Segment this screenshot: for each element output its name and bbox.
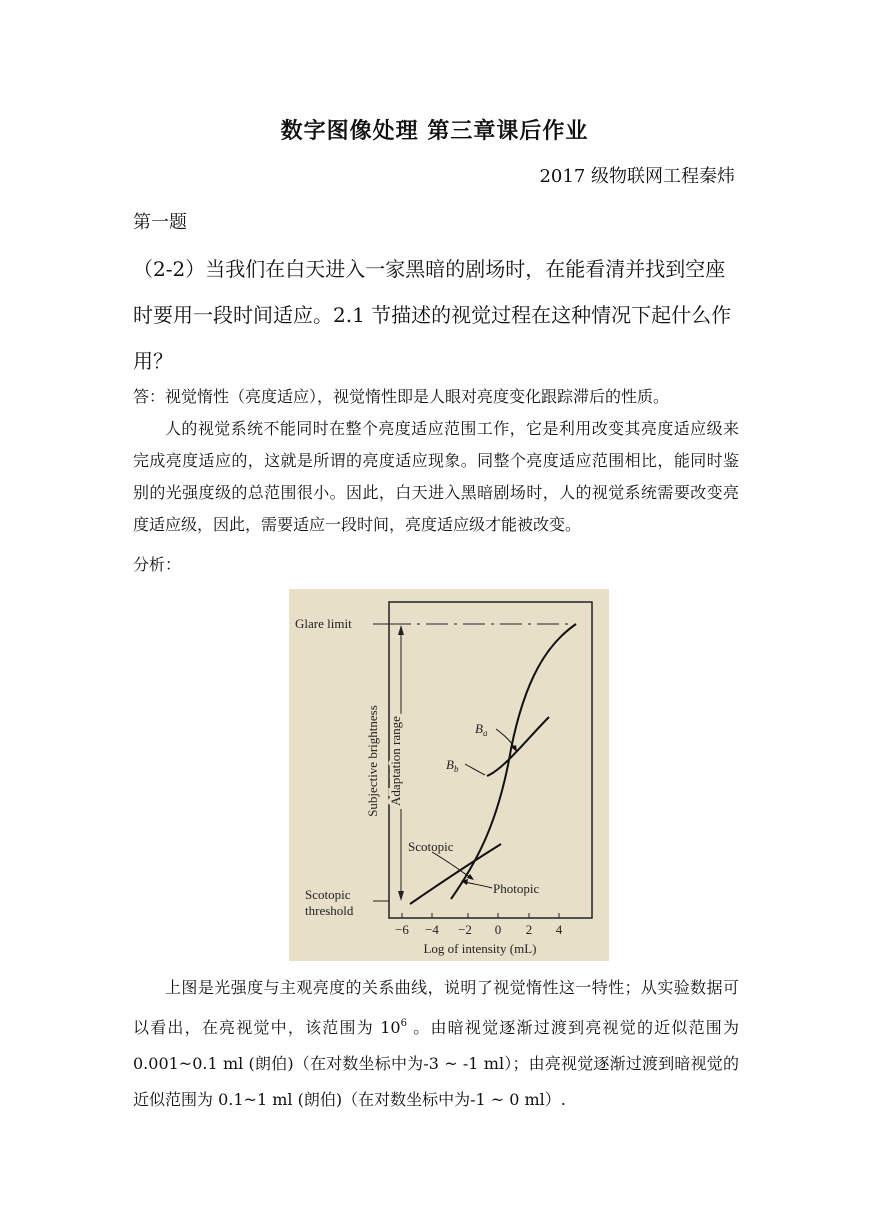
plot-frame: [389, 602, 592, 918]
x-tick-label: 4: [555, 922, 563, 937]
conclusion-paragraph: [133, 970, 739, 1118]
bb-pointer: [465, 764, 485, 775]
question-text: （2-2）当我们在白天进入一家黑暗的剧场时，在能看清并找到空座时要用一段时间适应。2.1 节描述的视觉过程在这种情况下起什么作用？: [133, 257, 732, 373]
scotopic-pointer: [432, 852, 471, 878]
brightness-adaptation-figure: [289, 589, 609, 961]
adaptation-arrow-down: [398, 891, 404, 901]
adaptation-range-label: Adaptation range: [388, 716, 403, 806]
photopic-curve: [451, 624, 576, 899]
x-tick-label: −6: [395, 922, 409, 937]
threshold-label-2: threshold: [305, 903, 354, 918]
scotopic-label: Scotopic: [408, 839, 454, 854]
x-tick-label: 2: [525, 922, 533, 937]
conclusion-superscript: 6: [400, 1018, 407, 1029]
y-axis-label: Subjective brightness: [365, 705, 380, 817]
page-title: 数字图像处理 第三章课后作业: [280, 119, 589, 144]
photopic-pointer: [465, 882, 492, 888]
x-tick-label: −4: [425, 922, 439, 937]
x-tick-label: −2: [458, 922, 472, 937]
conclusion-pre: 上图是光强度与主观亮度的关系曲线，说明了视觉惰性这一特性；从实验数据可以看出，在亮视觉中，该范围为 10: [133, 978, 739, 1037]
answer-paragraph: 人的视觉系统不能同时在整个亮度适应范围工作，它是利用改变其亮度适应级来完成亮度适应的，这就是所谓的亮度适应现象。同整个亮度适应范围相比，能同时鉴别的光强度级的总范围很小。因此，白天进入黑暗剧场时，人的视觉系统需要改变亮度适应级，因此，需要适应一段时间，亮度适应级才能被改变。: [133, 419, 739, 534]
x-axis-label: Log of intensity (mL): [423, 941, 537, 956]
figure-svg: [289, 589, 609, 961]
ba-label: $B_a$: [475, 721, 488, 738]
photopic-label: Photopic: [493, 881, 540, 896]
author-line: 2017 级物联网工程秦炜: [539, 166, 735, 187]
scotopic-pointer-head: [467, 874, 474, 880]
adaptation-arrow-up: [398, 625, 404, 635]
x-tick-label: 0: [494, 922, 502, 937]
glare-limit-label: Glare limit: [295, 616, 352, 631]
bb-label: $B_b$: [446, 757, 459, 774]
conclusion-post: 。由暗视觉逐渐过渡到亮视觉的近似范围为 0.001~0.1 ml (朗伯)（在对数坐标中为-3 ~ -1 ml）；由亮视觉逐渐过渡到暗视觉的近似范围为 0.1~1 ml (朗伯)（在对数坐标中为-1 ~ 0 ml）.: [133, 1018, 739, 1109]
x-axis-ticks: [395, 913, 563, 937]
bb-curve: [487, 717, 549, 776]
analysis-label: 分析：: [133, 555, 182, 574]
threshold-label-1: Scotopic: [305, 887, 351, 902]
section-heading: 第一题: [133, 212, 187, 233]
answer-first-line: 答：视觉惰性（亮度适应），视觉惰性即是人眼对亮度变化跟踪滞后的性质。: [133, 387, 670, 406]
